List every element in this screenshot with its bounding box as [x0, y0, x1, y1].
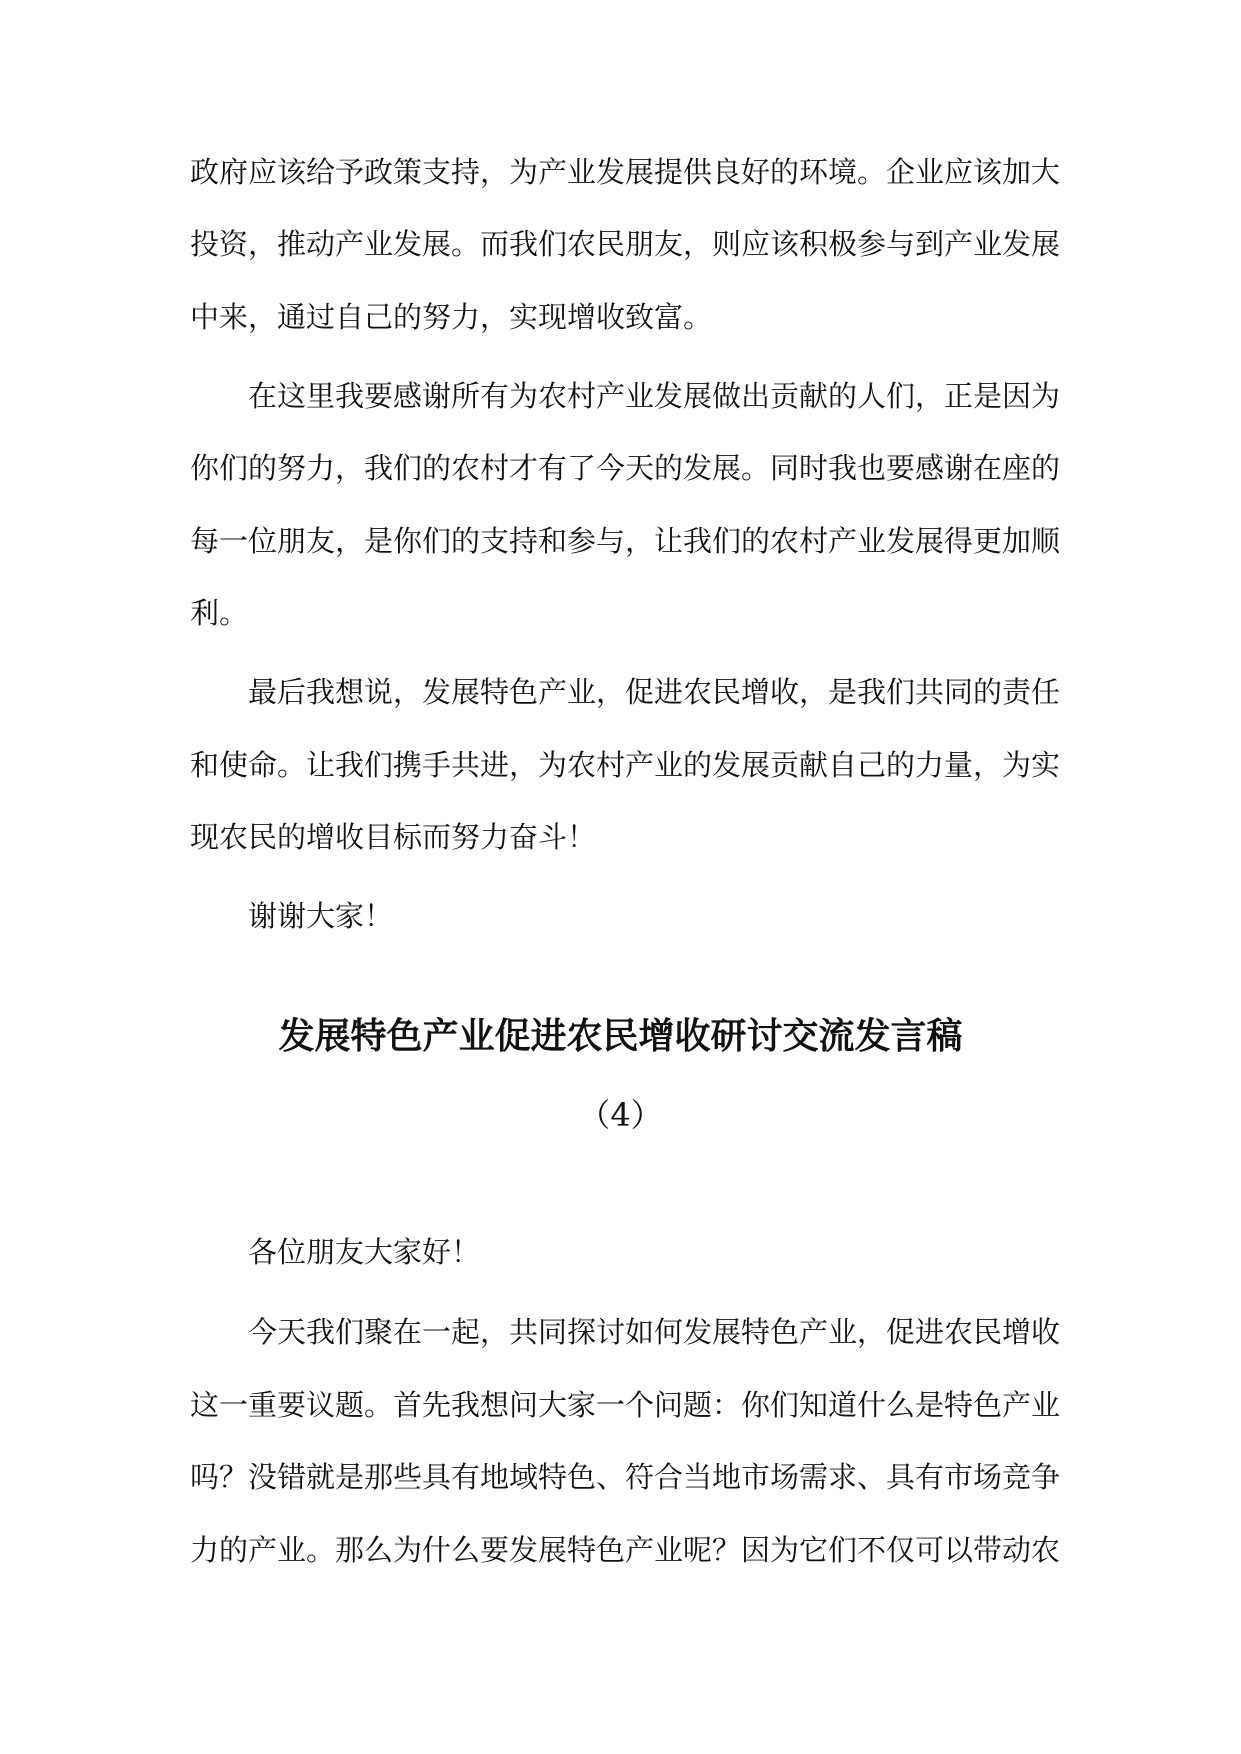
paragraph-5-line-1: 各位朋友大家好！ — [248, 1235, 481, 1269]
paragraph-1-line-3: 中来，通过自己的努力，实现增收致富。 — [190, 300, 713, 334]
paragraph-2-line-2: 你们的努力，我们的农村才有了今天的发展。同时我也要感谢在座的 — [190, 451, 1061, 485]
paragraph-6-line-3: 吗？没错就是那些具有地域特色、符合当地市场需求、具有市场竞争 — [190, 1460, 1061, 1494]
paragraph-6-line-4: 力的产业。那么为什么要发展特色产业呢？因为它们不仅可以带动农 — [190, 1533, 1061, 1567]
section-number: （4） — [578, 1096, 663, 1134]
paragraph-4-line-1: 谢谢大家！ — [248, 899, 394, 933]
paragraph-1-line-2: 投资，推动产业发展。而我们农民朋友，则应该积极参与到产业发展 — [190, 227, 1061, 261]
paragraph-6-line-1: 今天我们聚在一起，共同探讨如何发展特色产业，促进农民增收 — [248, 1315, 1061, 1349]
section-title: 发展特色产业促进农民增收研讨交流发言稿 — [278, 1016, 963, 1057]
paragraph-3-line-3: 现农民的增收目标而努力奋斗！ — [190, 820, 597, 854]
paragraph-1-line-1: 政府应该给予政策支持，为产业发展提供良好的环境。企业应该加大 — [190, 155, 1061, 189]
paragraph-2-line-4: 利。 — [190, 596, 249, 630]
paragraph-2-line-3: 每一位朋友，是你们的支持和参与，让我们的农村产业发展得更加顺 — [190, 524, 1061, 558]
paragraph-3-line-2: 和使命。让我们携手共进，为农村产业的发展贡献自己的力量，为实 — [190, 748, 1061, 782]
paragraph-3-line-1: 最后我想说，发展特色产业，促进农民增收，是我们共同的责任 — [248, 675, 1061, 709]
paragraph-2-line-1: 在这里我要感谢所有为农村产业发展做出贡献的人们，正是因为 — [248, 379, 1061, 413]
paragraph-6-line-2: 这一重要议题。首先我想问大家一个问题：你们知道什么是特色产业 — [190, 1388, 1061, 1422]
